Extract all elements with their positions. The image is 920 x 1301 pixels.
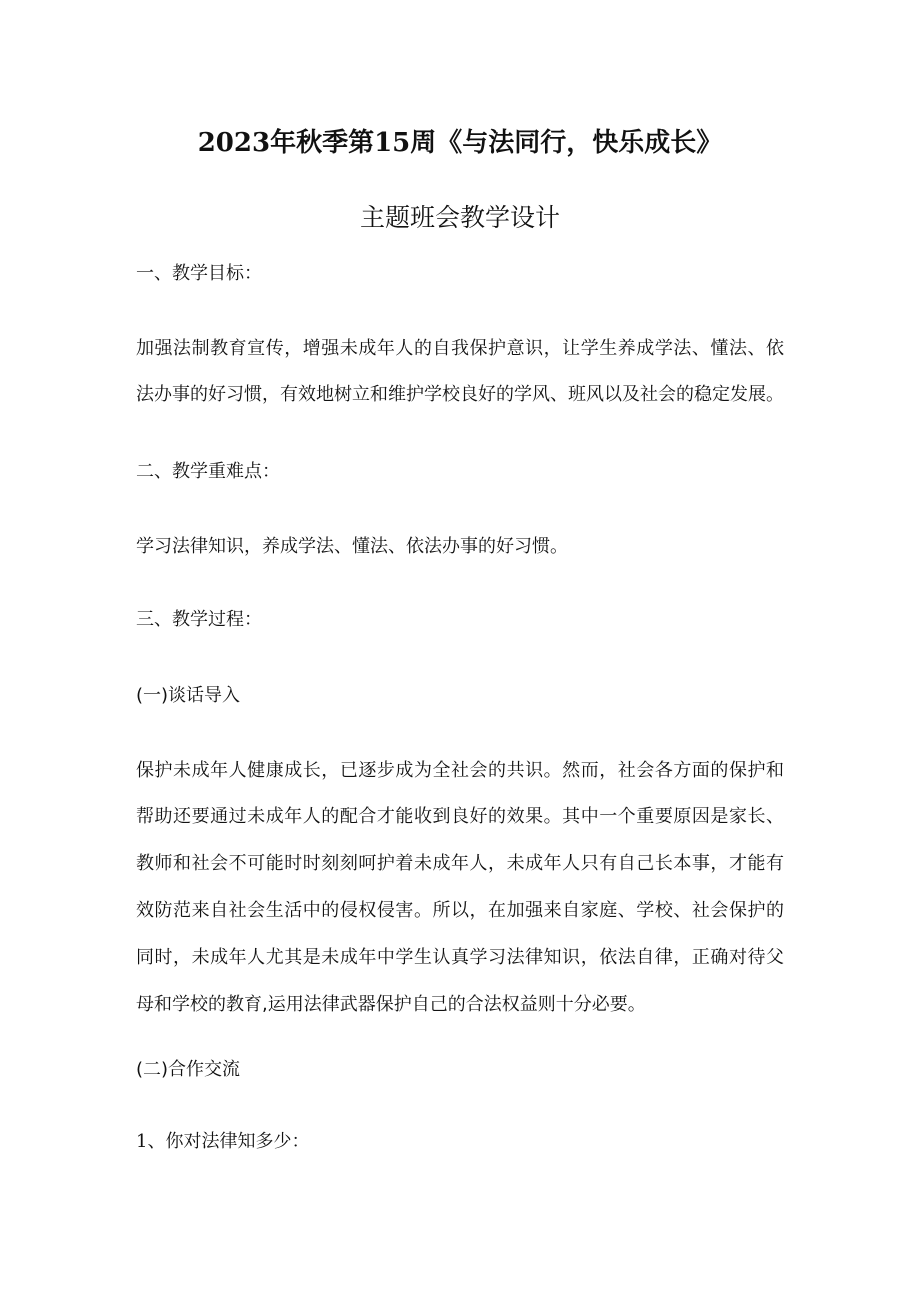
section-heading-teaching-process: 三、教学过程：: [136, 609, 262, 630]
paragraph-line: 同时，未成年人尤其是未成年中学生认真学习法律知识，依法自律，正确对待父: [136, 947, 784, 968]
paragraph-line: 母和学校的教育,运用法律武器保护自己的合法权益则十分必要。: [136, 994, 646, 1015]
document-title: 2023年秋季第15周《与法同行，快乐成长》: [197, 128, 723, 158]
paragraph-line: 效防范来自社会生活中的侵权侵害。所以，在加强来自家庭、学校、社会保护的: [136, 900, 784, 921]
section-heading-key-points: 二、教学重难点：: [136, 461, 280, 482]
list-item-number: 1: [136, 1131, 148, 1152]
document-subtitle: 主题班会教学设计: [359, 203, 560, 232]
paragraph-line: 帮助还要通过未成年人的配合才能收到良好的效果。其中一个重要原因是家长、: [136, 806, 784, 827]
list-item-text: 、你对法律知多少：: [147, 1131, 310, 1152]
paragraph-line: 教师和社会不可能时时刻刻呵护着未成年人，未成年人只有自己长本事，才能有: [136, 853, 784, 874]
subsection-heading-cooperation: (二)合作交流: [136, 1059, 241, 1080]
paragraph-line: 保护未成年人健康成长，已逐步成为全社会的共识。然而，社会各方面的保护和: [136, 760, 784, 781]
list-item: [136, 1133, 309, 1151]
subsection-heading-intro: (一)谈话导入: [136, 685, 241, 706]
paragraph-line: 法办事的好习惯，有效地树立和维护学校良好的学风、班风以及社会的稳定发展。: [136, 384, 784, 405]
paragraph-line: 加强法制教育宣传，增强未成年人的自我保护意识，让学生养成学法、懂法、依: [136, 338, 784, 359]
section-heading-teaching-goals: 一、教学目标：: [136, 263, 262, 284]
paragraph-line: 学习法律知识，养成学法、懂法、依法办事的好习惯。: [136, 536, 568, 557]
